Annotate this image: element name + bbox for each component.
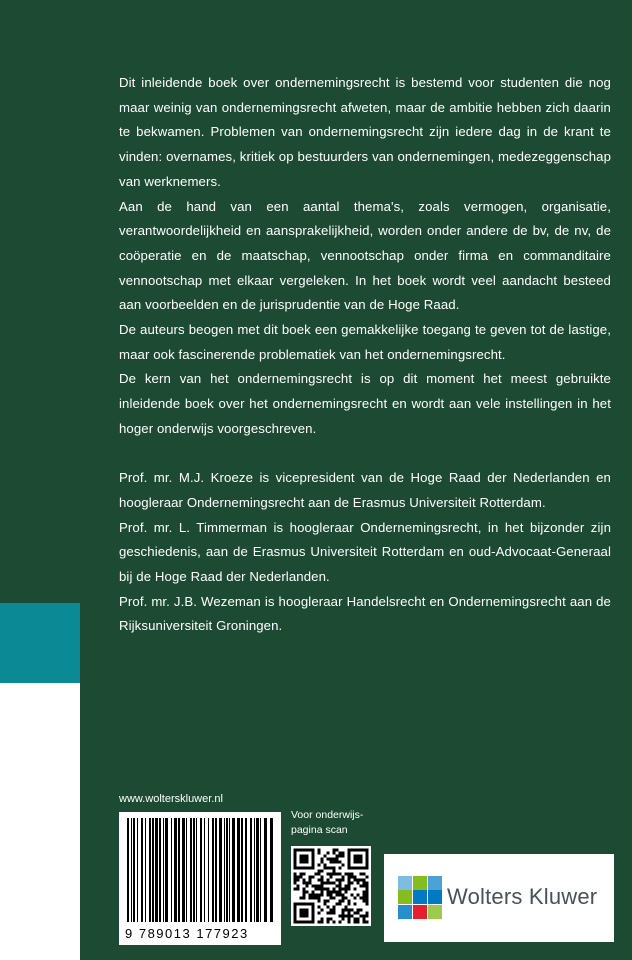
description-paragraph-1: Dit inleidende boek over ondernemingsrecht is bestemd voor studenten die nog maar weinig van ondernemingsrecht afweten, maar de ambitie hebben zich daarin te bekwamen. Problemen van ondernemingsrecht zijn iedere dag in de krant te vinden: overnames, kritiek op bestuurders van ondernemingen, medezeggenschap van werknemers.: [119, 75, 611, 189]
qr-code-panel[interactable]: [291, 846, 371, 926]
publisher-logo-panel: [384, 854, 614, 942]
author-paragraph-1: Prof. mr. M.J. Kroeze is vicepresident van de Hoge Raad der Nederlanden en hoogleraar Ondernemingsrecht aan de Erasmus Universiteit Rotterdam.: [119, 470, 611, 510]
barcode-panel: [119, 812, 281, 945]
barcode-icon: [119, 812, 281, 928]
description-paragraph-4: De kern van het ondernemingsrecht is op dit moment het meest gebruikte inleidende boek over het ondernemingsrecht en wordt aan vele instellingen in het hoger onderwijs voorgeschreven.: [119, 371, 611, 436]
spine-edge-strip: [0, 683, 80, 960]
qr-label-line-2: pagina scan: [291, 824, 348, 836]
description-paragraph-3: De auteurs beogen met dit boek een gemakkelijke toegang te geven tot de lastige, maar ook fascinerende problematiek van het ondernemingsrecht.: [119, 322, 611, 362]
qr-label: [291, 808, 363, 838]
author-paragraph-3: Prof. mr. J.B. Wezeman is hoogleraar Handelsrecht en Ondernemingsrecht aan de Rijksuniversiteit Groningen.: [119, 593, 611, 634]
blurb: [119, 71, 611, 639]
paragraph-spacer: [119, 442, 611, 467]
qr-label-line-1: Voor onderwijs-: [291, 809, 364, 821]
author-paragraph-2: Prof. mr. L. Timmerman is hoogleraar Ondernemingsrecht, in het bijzonder zijn geschiedenis, aan de Erasmus Universiteit Rotterdam en oud-Advocaat-Generaal bij de Hoge Raad der Nederlanden.: [119, 519, 611, 585]
qr-code-icon: [291, 846, 371, 926]
website-url[interactable]: www.wolterskluwer.nl: [119, 793, 223, 805]
publisher-name: Wolters Kluwer: [447, 884, 598, 909]
wolters-kluwer-logo-icon: [398, 876, 442, 920]
teal-accent-block: [0, 603, 80, 683]
description-paragraph-2: Aan de hand van een aantal thema's, zoals vermogen, organisatie, verantwoordelijkheid en aansprakelijkheid, worden onder andere de bv, de nv, de coöperatie en de maatschap, vennootschap onder firma en commanditaire vennootschap met elkaar vergeleken. In het boek wordt veel aandacht besteed aan voorbeelden en de jurisprudentie van de Hoge Raad.: [119, 198, 611, 313]
isbn-number: 9 789013 177923: [125, 926, 249, 941]
